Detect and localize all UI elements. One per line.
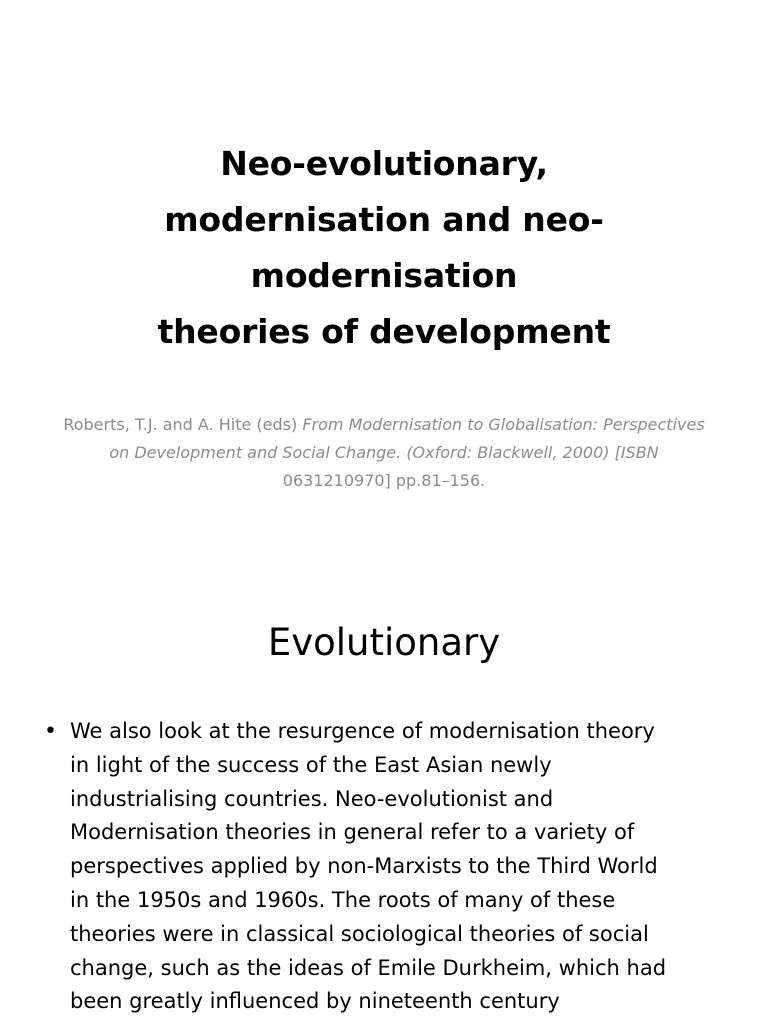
citation-authors: Roberts, T.J. and A. Hite (eds) bbox=[63, 415, 303, 434]
citation-line-3: 0631210970] pp.81–156. bbox=[282, 471, 486, 490]
citation-line-2 bbox=[40, 439, 728, 467]
bullet-line-1: We also look at the resurgence of modernisation theory bbox=[70, 719, 655, 743]
bullet-line-5: perspectives applied by non-Marxists to the Third World bbox=[70, 854, 658, 879]
slide-evolutionary bbox=[0, 576, 768, 1024]
bullet-line-3: industrialising countries. Neo-evolutionist and bbox=[70, 786, 554, 811]
bullet-line-8: change, such as the ideas of Emile Durkheim, which had bbox=[70, 955, 667, 980]
bullet-line-6: in the 1950s and 1960s. The roots of many of these bbox=[70, 887, 616, 912]
bullet-text bbox=[70, 715, 740, 1019]
bullet-list bbox=[40, 715, 740, 1019]
bullet-line-7: theories were in classical sociological theories of social bbox=[70, 921, 649, 946]
slide-heading: Evolutionary bbox=[267, 621, 501, 664]
citation bbox=[40, 411, 728, 495]
bullet-icon: • bbox=[44, 719, 57, 744]
list-item bbox=[40, 715, 740, 1019]
bullet-line-2: in light of the success of the East Asian newly bbox=[70, 752, 552, 777]
citation-book-subtitle: on Development and Social Change. (Oxford: Blackwell, 2000) [ISBN bbox=[109, 443, 659, 462]
title-line-3: modernisation bbox=[250, 256, 518, 295]
slide-title-heading bbox=[60, 136, 708, 360]
citation-book-title: From Modernisation to Globalisation: Perspectives bbox=[302, 415, 705, 434]
title-line-4: theories of development bbox=[157, 312, 611, 351]
bullet-line-4: Modernisation theories in general refer to a variety of bbox=[70, 820, 635, 845]
title-line-2: modernisation and neo- bbox=[164, 200, 604, 239]
title-line-1: Neo-evolutionary, bbox=[220, 144, 548, 183]
bullet-line-9: been greatly influenced by nineteenth century bbox=[70, 989, 560, 1014]
citation-line-1 bbox=[40, 411, 728, 439]
